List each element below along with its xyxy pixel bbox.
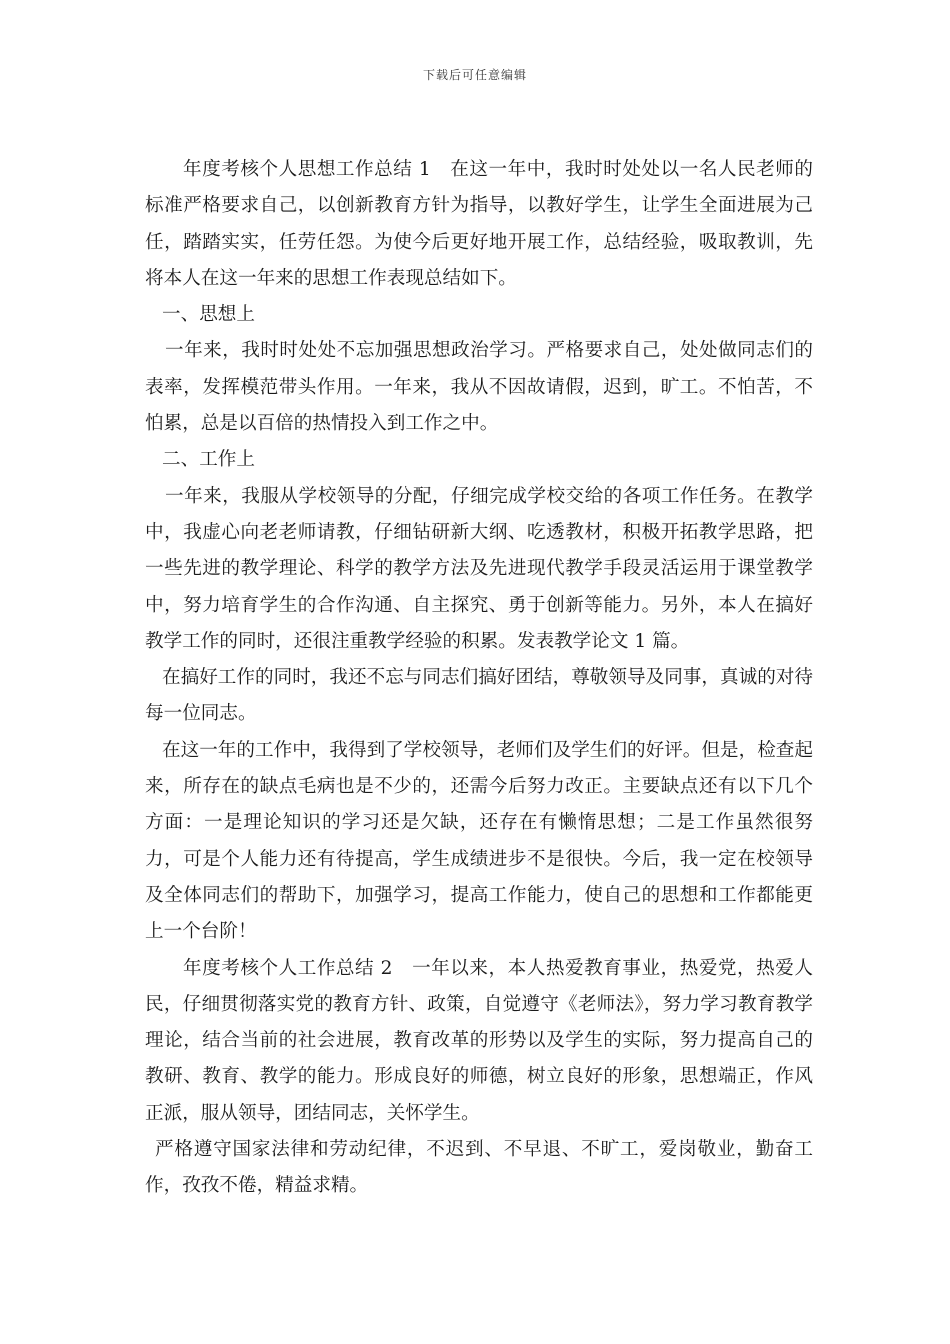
- paragraph-summary-2-intro: 年度考核个人工作总结 2 一年以来，本人热爱教育事业，热爱党，热爱人民，仔细贯彻落实党的教育方针、政策，自觉遵守《老师法》，努力学习教育教学理论，结合当前的社会进展，教育改革的形势以及学生的实际，努力提高自己的教研、教育、教学的能力。形成良好的师德，树立良好的形象，思想端正，作风正派，服从领导，团结同志，关怀学生。: [145, 957, 813, 1124]
- heading-work: 二、工作上: [162, 449, 255, 471]
- paragraph-shortcomings: 在这一年的工作中，我得到了学校领导，老师们及学生们的好评。但是，检查起来，所存在的缺点毛病也是不少的，还需今后努力改正。主要缺点还有以下几个方面：一是理论知识的学习还是欠缺，还存在有懒惰思想；二是工作虽然很努力，可是个人能力还有待提高，学生成绩进步不是很快。今后，我一定在校领导及全体同志们的帮助下，加强学习，提高工作能力，使自己的思想和工作都能更上一个台阶！: [145, 739, 813, 943]
- paragraph-ideology: 一年来，我时时处处不忘加强思想政治学习。严格要求自己，处处做同志们的表率，发挥模范带头作用。一年来，我从不因故请假，迟到，旷工。不怕苦，不怕累，总是以百倍的热情投入到工作之中。: [145, 340, 813, 435]
- page-header: 下载后可任意编辑: [422, 68, 527, 82]
- document-body: [145, 152, 813, 1205]
- paragraph-work: 一年来，我服从学校领导的分配，仔细完成学校交给的各项工作任务。在教学中，我虚心向老老师请教，仔细钻研新大纲、吃透教材，积极开拓教学思路，把一些先进的教学理论、科学的教学方法及先进现代教学手段灵活运用于课堂教学中，努力培育学生的合作沟通、自主探究、勇于创新等能力。另外，本人在搞好教学工作的同时，还很注重教学经验的积累。发表教学论文 1 篇。: [145, 485, 813, 652]
- paragraph-unity: 在搞好工作的同时，我还不忘与同志们搞好团结，尊敬领导及同事，真诚的对待每一位同志。: [145, 667, 813, 725]
- paragraph-discipline: 严格遵守国家法律和劳动纪律，不迟到、不早退、不旷工，爱岗敬业，勤奋工作，孜孜不倦，精益求精。: [145, 1139, 813, 1197]
- paragraph-summary-1-intro: 年度考核个人思想工作总结 1 在这一年中，我时时处处以一名人民老师的标准严格要求自己，以创新教育方针为指导，以教好学生，让学生全面进展为己任，踏踏实实，任劳任怨。为使今后更好地开展工作，总结经验，吸取教训，先将本人在这一年来的思想工作表现总结如下。: [145, 159, 813, 289]
- heading-ideology: 一、思想上: [162, 304, 255, 326]
